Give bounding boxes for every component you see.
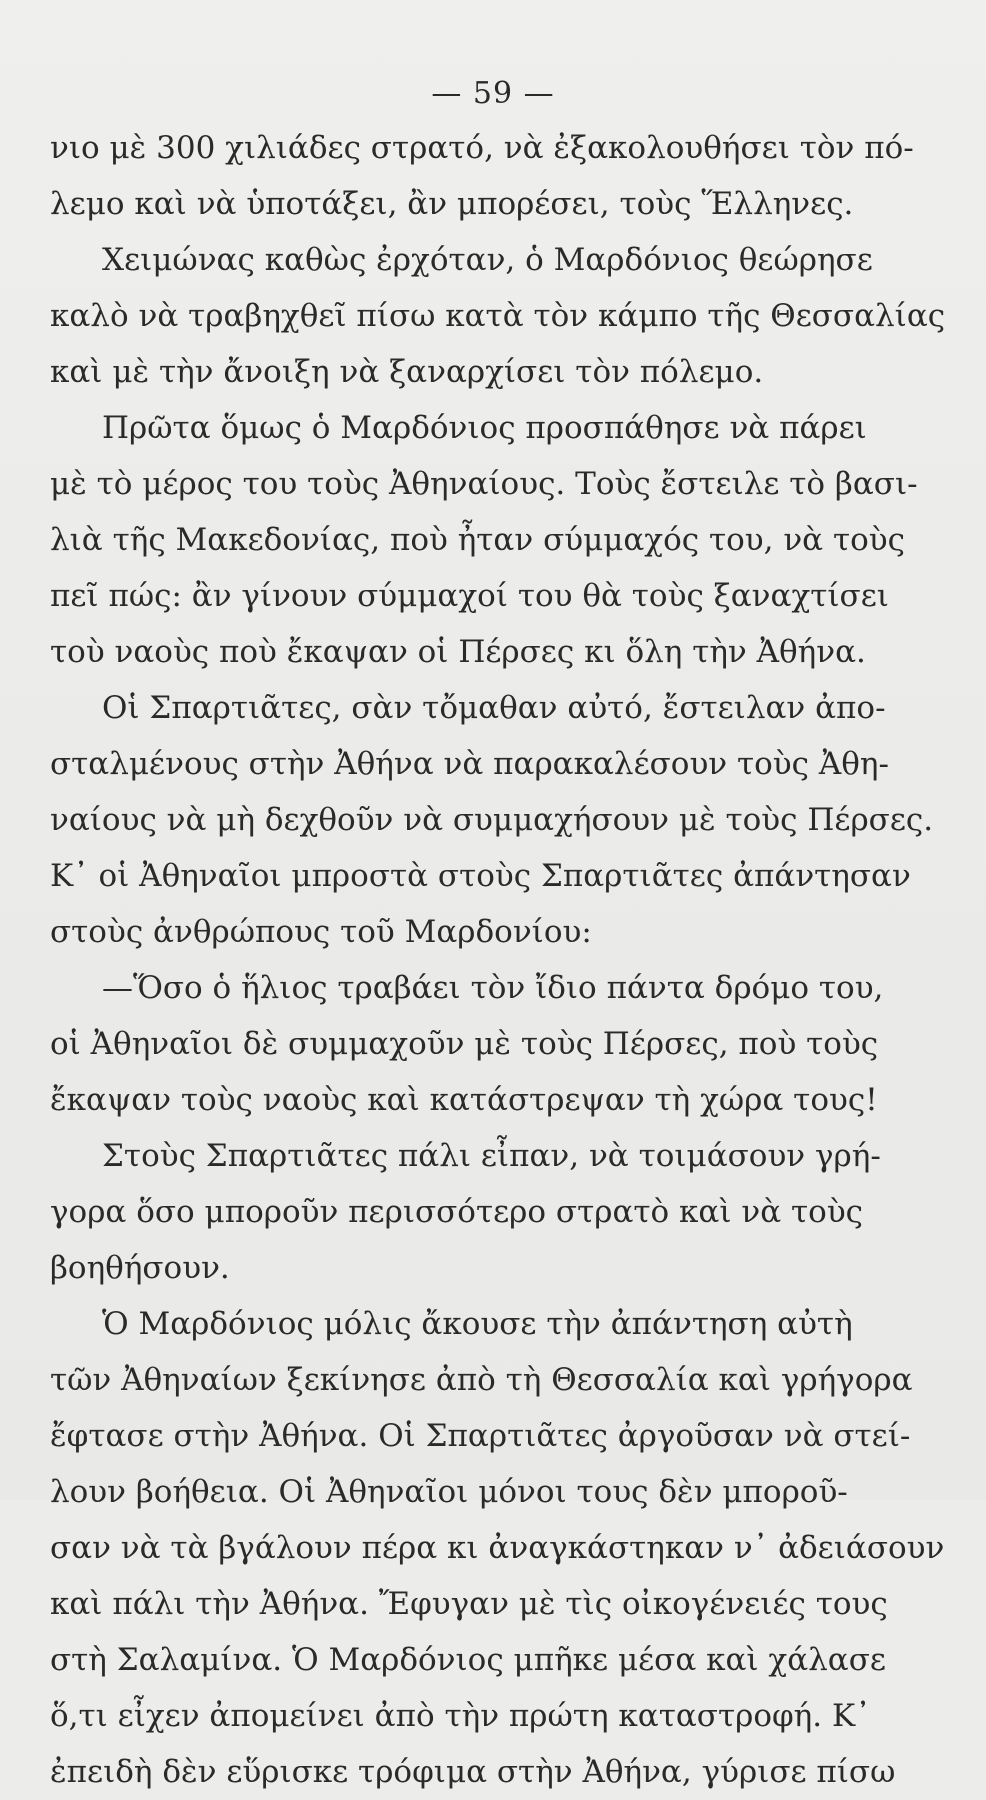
text-line: καὶ μὲ τὴν ἄνοιξη νὰ ξαναρχίσει τὸν πόλεμο. xyxy=(50,354,764,390)
text-line: τῶν Ἀθηναίων ξεκίνησε ἀπὸ τὴ Θεσσαλία καὶ γρήγορα xyxy=(50,1362,913,1398)
text-line: πεῖ πώς: ἂν γίνουν σύμμαχοί του θὰ τοὺς ξαναχτίσει xyxy=(50,578,889,614)
text-line: νιο μὲ 300 χιλιάδες στρατό, νὰ ἐξακολουθήσει τὸν πό- xyxy=(50,130,914,166)
text-line: ἔκαψαν τοὺς ναοὺς καὶ κατάστρεψαν τὴ χώρα τους! xyxy=(50,1082,878,1118)
text-line: σταλμένους στὴν Ἀθήνα νὰ παρακαλέσουν τοὺς Ἀθη- xyxy=(50,746,889,782)
text-line: ναίους νὰ μὴ δεχθοῦν νὰ συμμαχήσουν μὲ τοὺς Πέρσες. xyxy=(50,802,934,838)
text-line: στὴ Σαλαμίνα. Ὁ Μαρδόνιος μπῆκε μέσα καὶ χάλασε xyxy=(50,1642,886,1678)
text-line: ὅ,τι εἶχεν ἀπομείνει ἀπὸ τὴν πρώτη καταστροφή. Κ᾽ xyxy=(50,1698,871,1734)
text-line: καλὸ νὰ τραβηχθεῖ πίσω κατὰ τὸν κάμπο τῆς Θεσσαλίας xyxy=(50,298,946,334)
text-line: Πρῶτα ὅμως ὁ Μαρδόνιος προσπάθησε νὰ πάρει xyxy=(102,410,867,446)
text-line: τοὺ ναοὺς ποὺ ἔκαψαν οἱ Πέρσες κι ὅλη τὴν Ἀθήνα. xyxy=(50,634,866,670)
text-line: γορα ὅσο μποροῦν περισσότερο στρατὸ καὶ νὰ τοὺς xyxy=(50,1194,864,1230)
text-line: ἔφτασε στὴν Ἀθήνα. Οἱ Σπαρτιᾶτες ἀργοῦσαν νὰ στεί- xyxy=(50,1418,911,1454)
text-line: στοὺς ἀνθρώπους τοῦ Μαρδονίου: xyxy=(50,914,592,950)
body-text xyxy=(50,120,946,1800)
text-line: Στοὺς Σπαρτιᾶτες πάλι εἶπαν, νὰ τοιμάσουν γρή- xyxy=(102,1138,881,1174)
text-line: καὶ πάλι τὴν Ἀθήνα. Ἔφυγαν μὲ τὶς οἰκογένειές τους xyxy=(50,1586,888,1622)
text-line: μὲ τὸ μέρος του τοὺς Ἀθηναίους. Τοὺς ἔστειλε τὸ βασι- xyxy=(50,466,918,502)
text-line: οἱ Ἀθηναῖοι δὲ συμμαχοῦν μὲ τοὺς Πέρσες, ποὺ τοὺς xyxy=(50,1026,879,1062)
text-line: λιὰ τῆς Μακεδονίας, ποὺ ἦταν σύμμαχός του, νὰ τοὺς xyxy=(50,522,905,558)
text-line: λεμο καὶ νὰ ὑποτάξει, ἂν μπορέσει, τοὺς Ἕλληνες. xyxy=(50,186,854,222)
text-line: Οἱ Σπαρτιᾶτες, σὰν τὄμαθαν αὐτό, ἔστειλαν ἀπο- xyxy=(102,690,886,726)
text-line: Χειμώνας καθὼς ἐρχόταν, ὁ Μαρδόνιος θεώρησε xyxy=(102,242,873,278)
text-line: βοηθήσουν. xyxy=(50,1250,230,1286)
text-line: λουν βοήθεια. Οἱ Ἀθηναῖοι μόνοι τους δὲν μποροῦ- xyxy=(50,1474,848,1510)
text-line: Κ᾽ οἱ Ἀθηναῖοι μπροστὰ στοὺς Σπαρτιᾶτες ἀπάντησαν xyxy=(50,858,911,894)
text-line: ἐπειδὴ δὲν εὕρισκε τρόφιμα στὴν Ἀθήνα, γύρισε πίσω xyxy=(50,1754,896,1790)
text-line: σαν νὰ τὰ βγάλουν πέρα κι ἀναγκάστηκαν ν᾽ ἀδειάσουν xyxy=(50,1530,945,1566)
page-number: — 59 — xyxy=(431,76,555,111)
text-line: —Ὅσο ὁ ἥλιος τραβάει τὸν ἴδιο πάντα δρόμο του, xyxy=(102,970,884,1006)
text-line: Ὁ Μαρδόνιος μόλις ἄκουσε τὴν ἀπάντηση αὐτὴ xyxy=(102,1306,853,1342)
